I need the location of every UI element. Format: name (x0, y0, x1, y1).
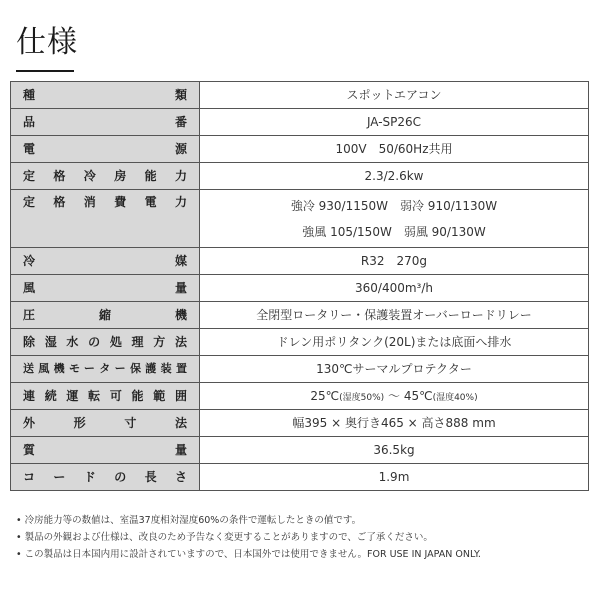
spec-label: 除湿水の処理方法 (11, 329, 200, 356)
spec-value: JA-SP26C (200, 109, 589, 136)
spec-value: 幅395 × 奥行き465 × 高さ888 mm (200, 410, 589, 437)
spec-value: 360/400m³/h (200, 275, 589, 302)
power-consumption-line-2: 強風 105/150W 弱風 90/130W (302, 224, 486, 239)
footnote: • この製品は日本国内用に設計されていますので、日本国外では使用できません。FOR USE IN JAPAN ONLY. (16, 549, 481, 560)
page-title: 仕様 (16, 25, 78, 60)
footnotes (16, 512, 588, 563)
spec-label: 質量 (11, 437, 200, 464)
spec-row-operating-range (11, 383, 589, 410)
spec-row-refrigerant (11, 248, 589, 275)
footnote: • 冷房能力等の数値は、室温37度相対湿度60%の条件で運転したときの値です。 (16, 515, 362, 526)
spec-label: 圧縮機 (11, 302, 200, 329)
spec-table (10, 81, 589, 491)
range-max: 45℃ (403, 388, 433, 403)
spec-row-drain-method (11, 329, 589, 356)
spec-label: 連続運転可能範囲 (11, 383, 200, 410)
footnote: • 製品の外観および仕様は、改良のため予告なく変更することがありますので、ご了承ください。 (16, 532, 433, 543)
range-min: 25℃ (310, 388, 340, 403)
spec-row-power-source (11, 136, 589, 163)
spec-row-cooling-capacity (11, 163, 589, 190)
spec-row-power-consumption (11, 190, 589, 248)
spec-label: 品番 (11, 109, 200, 136)
spec-label: 風量 (11, 275, 200, 302)
spec-label: コードの長さ (11, 464, 200, 491)
range-separator: ～ (384, 388, 404, 403)
spec-value: R32 270g (200, 248, 589, 275)
spec-row-airflow (11, 275, 589, 302)
spec-label: 電源 (11, 136, 200, 163)
spec-value: スポットエアコン (200, 82, 589, 109)
spec-value: ドレン用ポリタンク(20L)または底面へ排水 (200, 329, 589, 356)
spec-value: 100V 50/60Hz共用 (200, 136, 589, 163)
spec-label: 送風機モーター保護装置 (11, 356, 200, 383)
spec-value-operating-range (200, 383, 589, 410)
spec-label: 冷媒 (11, 248, 200, 275)
spec-label: 定格消費電力 (11, 190, 200, 248)
spec-row-cord-length (11, 464, 589, 491)
spec-value: 36.5kg (200, 437, 589, 464)
range-min-note: (湿度50%) (339, 392, 385, 403)
spec-label: 外形寸法 (11, 410, 200, 437)
spec-row-weight (11, 437, 589, 464)
spec-value: 1.9m (200, 464, 589, 491)
spec-value: 全閉型ロータリー・保護装置オーバーロードリレー (200, 302, 589, 329)
spec-row-fan-motor-protection (11, 356, 589, 383)
range-max-note: (湿度40%) (432, 392, 478, 403)
spec-row-model (11, 109, 589, 136)
spec-row-compressor (11, 302, 589, 329)
spec-row-dimensions (11, 410, 589, 437)
spec-value: 2.3/2.6kw (200, 163, 589, 190)
power-consumption-line-1: 強冷 930/1150W 弱冷 910/1130W (290, 198, 498, 213)
spec-label: 定格冷房能力 (11, 163, 200, 190)
spec-label: 種類 (11, 82, 200, 109)
spec-row-type (11, 82, 589, 109)
spec-value: 130℃サーマルプロテクター (200, 356, 589, 383)
spec-value-power (200, 190, 589, 248)
title-underline (16, 70, 74, 72)
